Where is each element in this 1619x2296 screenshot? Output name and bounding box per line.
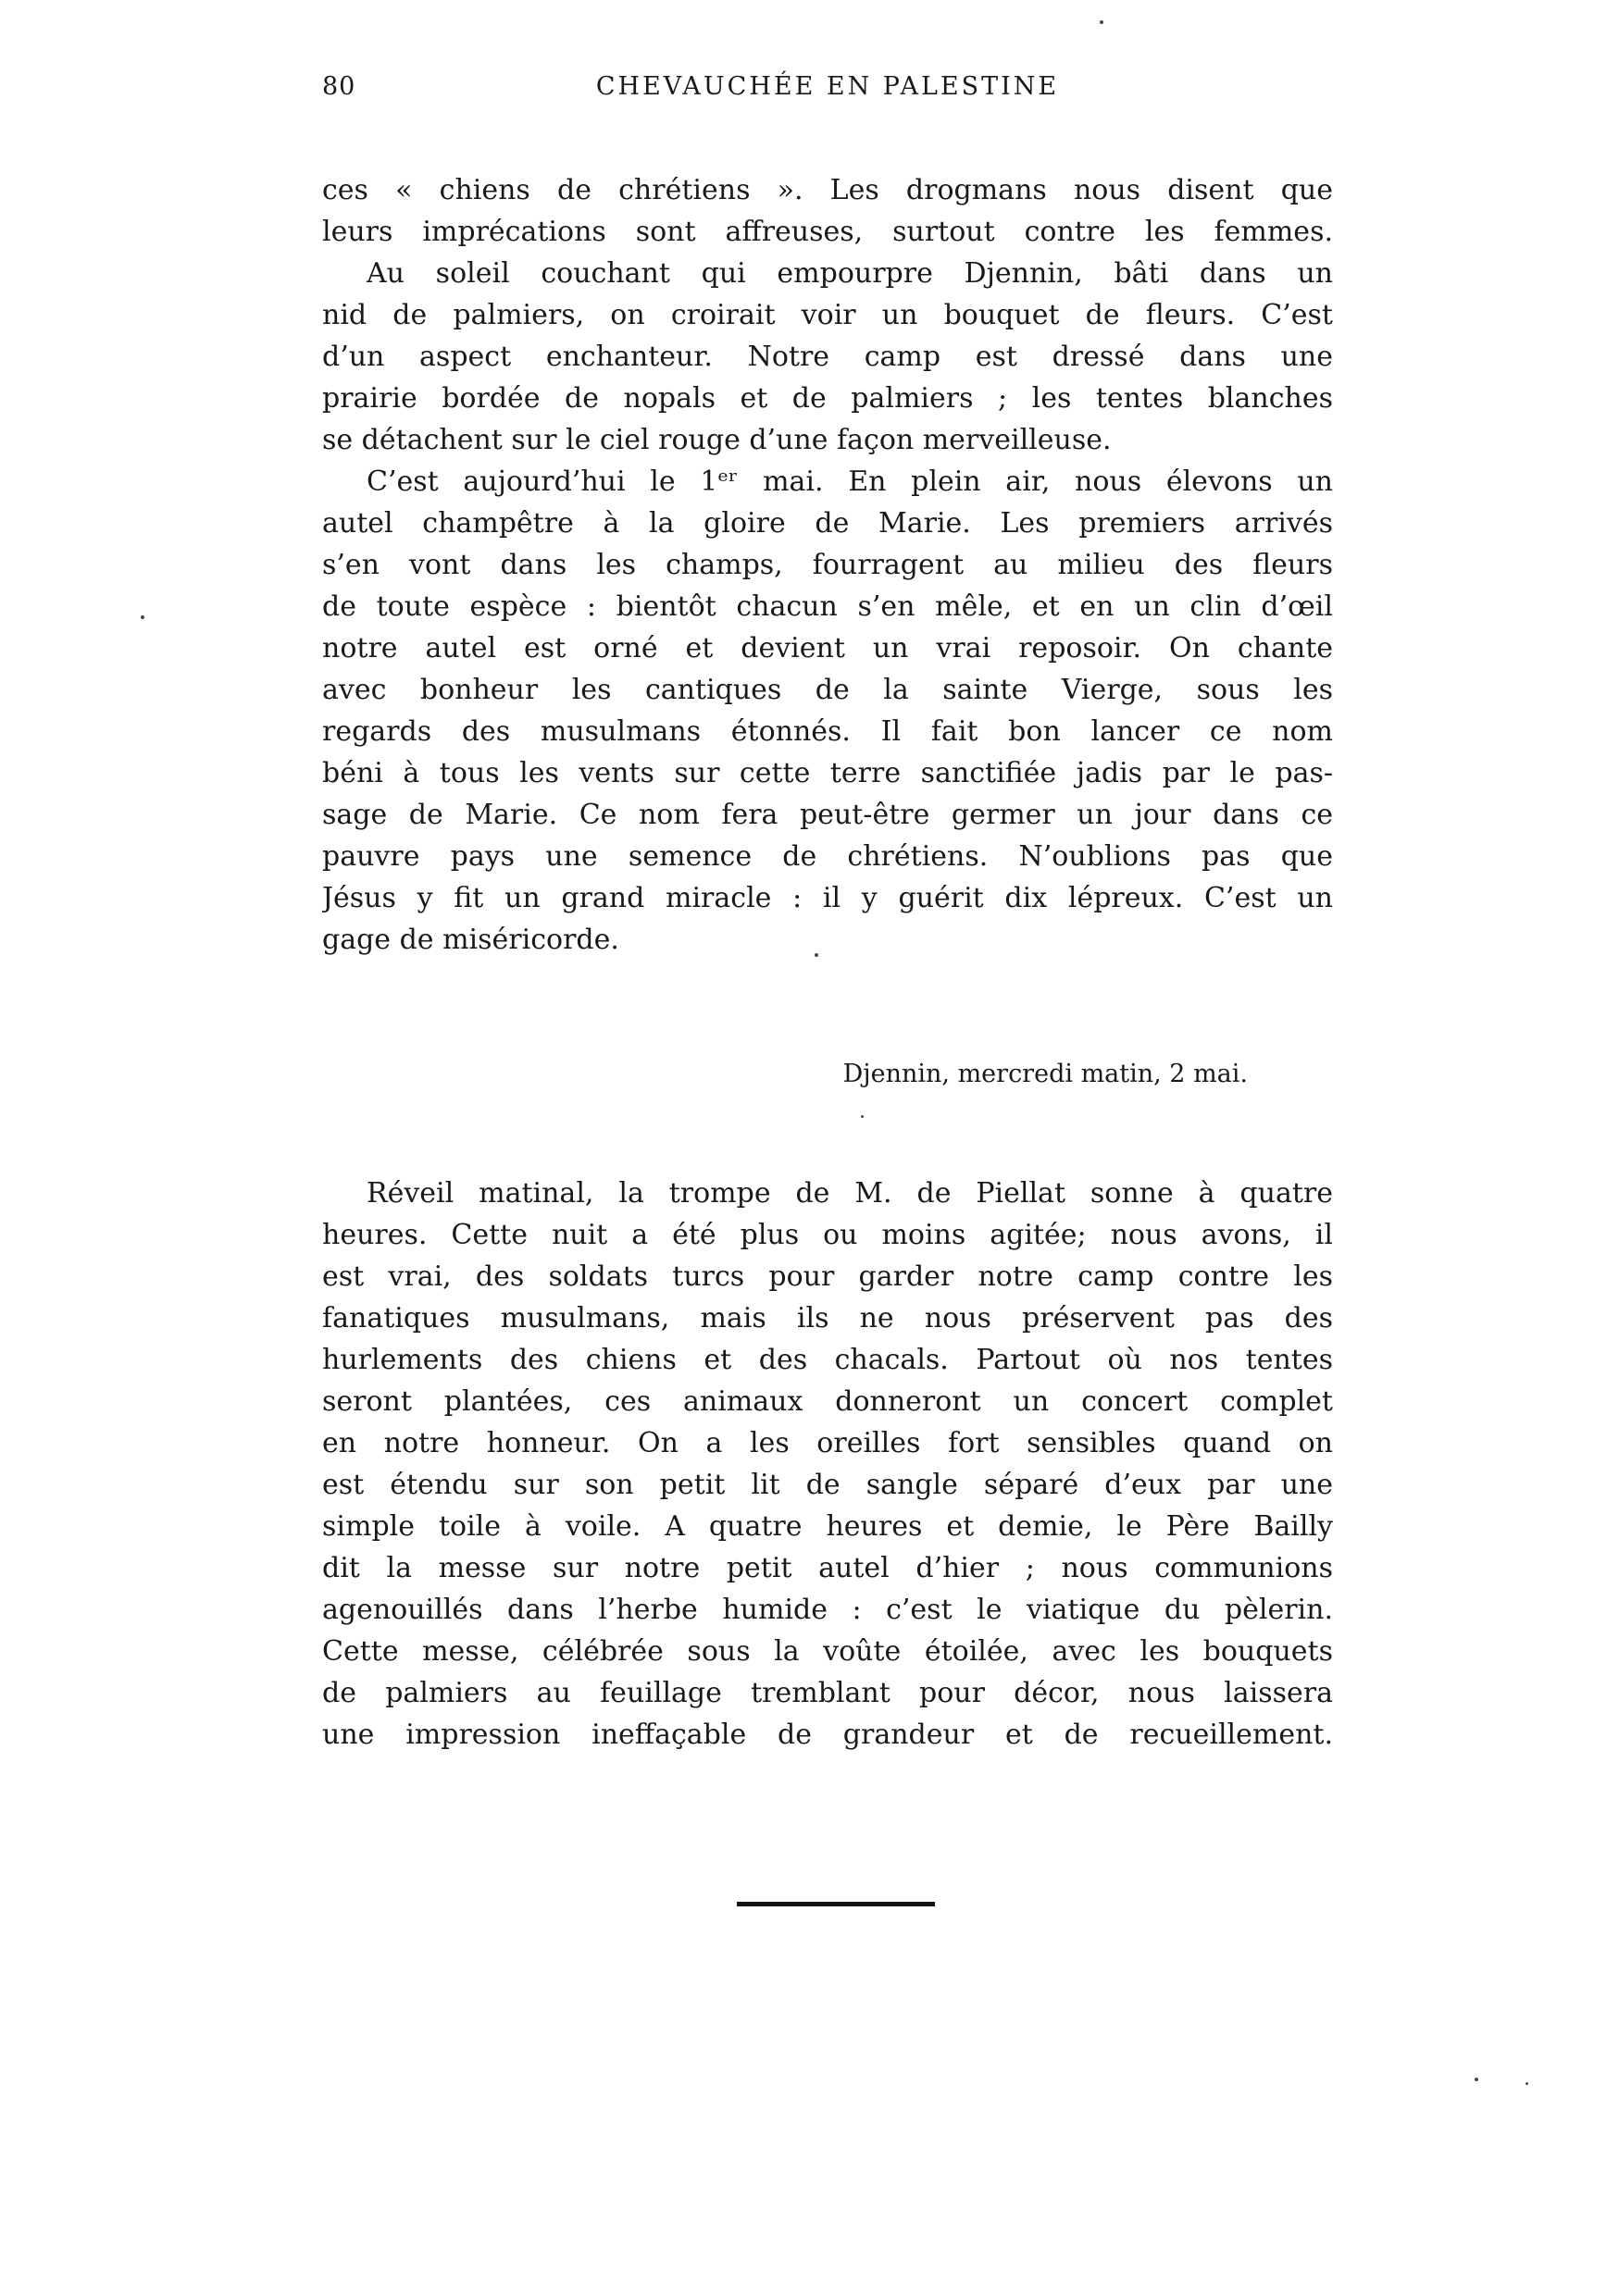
text-line: de toute espèce : bientôt chacun s’en mêle, et en un clin d’œil <box>322 590 1333 623</box>
text-line: gage de miséricorde. <box>322 924 619 956</box>
text-line: Réveil matinal, la trompe de M. de Piellat sonne à quatre <box>367 1177 1333 1210</box>
text-line: seront plantées, ces animaux donneront un concert complet <box>322 1385 1333 1418</box>
text-line: une impression ineffaçable de grandeur et de recueillement. <box>322 1719 1333 1751</box>
scan-speck <box>141 615 144 619</box>
text-line: de palmiers au feuillage tremblant pour décor, nous laissera <box>322 1677 1333 1709</box>
text-line: dit la messe sur notre petit autel d’hier ; nous communions <box>322 1552 1333 1584</box>
text-line: Cette messe, célébrée sous la voûte étoilée, avec les bouquets <box>322 1635 1333 1668</box>
text-line: regards des musulmans étonnés. Il fait bon lancer ce nom <box>322 715 1333 748</box>
text-line: avec bonheur les cantiques de la sainte Vierge, sous les <box>322 674 1333 706</box>
text-line: est vrai, des soldats turcs pour garder notre camp contre les <box>322 1260 1333 1293</box>
text-column <box>322 169 1333 1906</box>
scan-speck <box>1100 20 1103 24</box>
page-header <box>322 72 1333 109</box>
text-line: en notre honneur. On a les oreilles fort sensibles quand on <box>322 1427 1333 1459</box>
text-line: C’est aujourd’hui le 1ᵉʳ mai. En plein air, nous élevons un <box>367 465 1333 498</box>
text-line: heures. Cette nuit a été plus ou moins agitée; nous avons, il <box>322 1219 1333 1251</box>
paragraph <box>322 253 1333 461</box>
scan-speck <box>815 953 818 957</box>
paragraph <box>322 461 1333 961</box>
text-line: fanatiques musulmans, mais ils ne nous préservent pas des <box>322 1302 1333 1334</box>
text-line: agenouillés dans l’herbe humide : c’est le viatique du pèlerin. <box>322 1594 1333 1626</box>
paragraph <box>322 169 1333 253</box>
text-line: leurs imprécations sont affreuses, surtout contre les femmes. <box>322 216 1333 248</box>
page-number: 80 <box>322 72 356 101</box>
scan-speck <box>861 1115 864 1118</box>
scan-speck <box>1475 2078 1478 2081</box>
text-line: autel champêtre à la gloire de Marie. Les premiers arrivés <box>322 507 1333 540</box>
text-line: se détachent sur le ciel rouge d’une façon merveilleuse. <box>322 424 1112 456</box>
scan-speck <box>1526 2082 1528 2085</box>
text-line: d’un aspect enchanteur. Notre camp est dressé dans une <box>322 341 1333 373</box>
text-line: sage de Marie. Ce nom fera peut-être germer un jour dans ce <box>322 799 1333 831</box>
text-line: simple toile à voile. A quatre heures et demie, le Père Bailly <box>322 1510 1333 1543</box>
section-divider-rule <box>737 1902 935 1906</box>
paragraph <box>322 1173 1333 1756</box>
text-line: hurlements des chiens et des chacals. Partout où nos tentes <box>322 1344 1333 1376</box>
text-line: Jésus y fit un grand miracle : il y guérit dix lépreux. C’est un <box>322 882 1333 914</box>
text-line: pauvre pays une semence de chrétiens. N’oublions pas que <box>322 840 1333 873</box>
text-line: s’en vont dans les champs, fourragent au milieu des fleurs <box>322 549 1333 581</box>
text-line: ces « chiens de chrétiens ». Les drogmans nous disent que <box>322 174 1333 206</box>
text-line: nid de palmiers, on croirait voir un bouquet de fleurs. C’est <box>322 299 1333 331</box>
text-line: est étendu sur son petit lit de sangle séparé d’eux par une <box>322 1469 1333 1501</box>
text-line: notre autel est orné et devient un vrai reposoir. On chante <box>322 632 1333 664</box>
text-line: prairie bordée de nopals et de palmiers ; les tentes blanches <box>322 382 1333 415</box>
text-line: Au soleil couchant qui empourpre Djennin, bâti dans un <box>367 257 1333 290</box>
text-line: béni à tous les vents sur cette terre sanctifiée jadis par le pas- <box>322 757 1333 789</box>
dateline: Djennin, mercredi matin, 2 mai. <box>842 1060 1248 1088</box>
running-title: CHEVAUCHÉE EN PALESTINE <box>595 72 1060 101</box>
